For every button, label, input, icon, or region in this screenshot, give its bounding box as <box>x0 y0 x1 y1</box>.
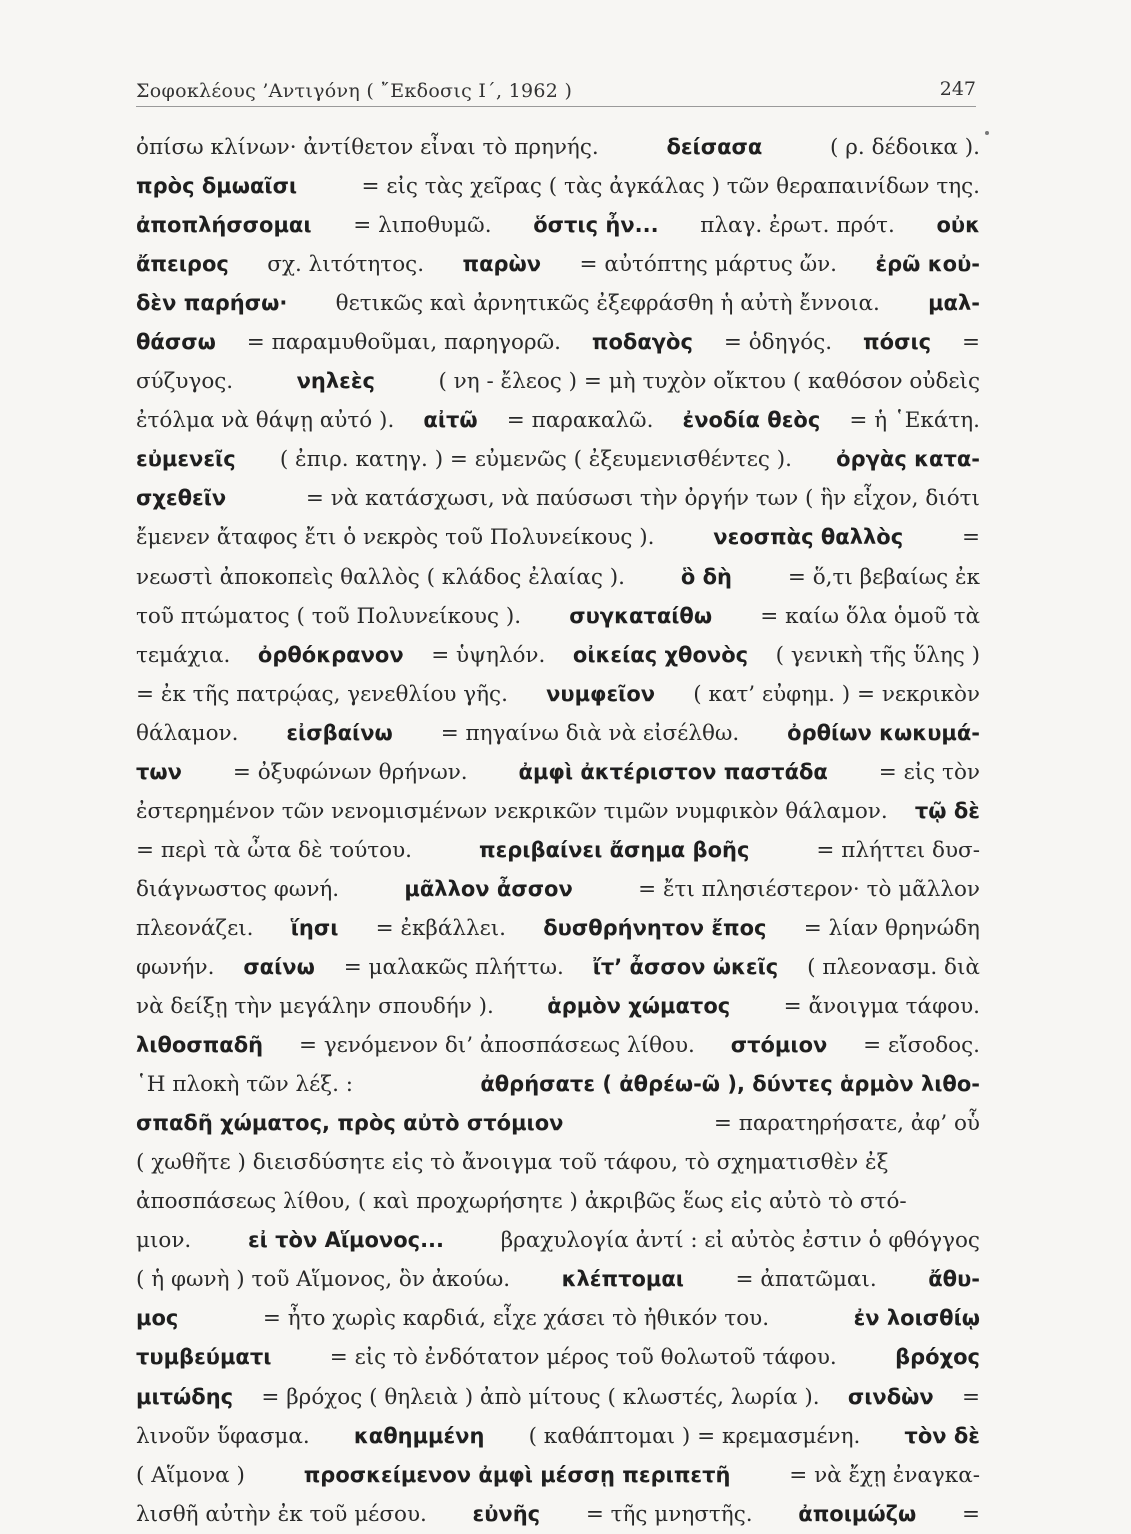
gloss-text: = ὑψηλόν. <box>431 642 546 668</box>
gloss-text: ἐτόλμα νὰ θάψῃ αὐτό ). <box>136 408 395 434</box>
text-line <box>136 675 980 714</box>
text-line <box>136 714 980 753</box>
gloss-text: = ὅ,τι βεβαίως ἐκ <box>787 564 980 590</box>
headword: δὲν παρήσω· <box>136 291 288 316</box>
headword: μαλ- <box>928 291 980 316</box>
text-line <box>136 479 980 518</box>
gloss-text: ἀποσπάσεως λίθου, ( καὶ προχωρήσητε ) ἀκριβῶς ἕως εἰς αὐτὸ τὸ στό- <box>136 1189 907 1215</box>
headword: τυμβεύματι <box>136 1345 272 1370</box>
text-line <box>136 1104 980 1143</box>
gloss-text: = γενόμενον δι’ ἀποσπάσεως λίθου. <box>298 1033 695 1059</box>
headword: θάσσω <box>136 330 216 355</box>
gloss-text: = ὀξυφώνων θρήνων. <box>232 759 468 785</box>
headword: περιβαίνει ἄσημα βοῆς <box>478 837 750 862</box>
headword: δείσασα <box>666 135 763 159</box>
headword: εὐνῆς <box>472 1501 541 1526</box>
gloss-text: ( κατ’ εὐφημ. ) = νεκρικὸν <box>693 681 980 707</box>
text-line <box>136 1299 980 1338</box>
headword: λιθοσπαδῆ <box>136 1033 264 1058</box>
headword: αἰτῶ <box>423 408 478 433</box>
headword: κλέπτομαι <box>561 1267 684 1292</box>
gloss-text: = ἦτο χωρὶς καρδιά, εἶχε χάσει τὸ ἠθικόν του. <box>262 1306 770 1332</box>
gloss-text: = παρατηρήσατε, ἀφ’ οὗ <box>713 1111 980 1137</box>
headword: ἁρμὸν χώματος <box>547 994 731 1019</box>
gloss-text: = εἰς τὸν <box>878 759 980 785</box>
gloss-text: βραχυλογία ἀντί : εἰ αὐτὸς ἐστιν ὁ φθόγγος <box>500 1228 980 1254</box>
text-line <box>136 1065 980 1104</box>
text-line <box>136 245 980 284</box>
headword: ὃ δὴ <box>680 564 732 589</box>
headword: ὀργὰς κατα- <box>836 447 980 472</box>
text-line <box>136 1221 980 1260</box>
text-line <box>136 362 980 401</box>
gloss-text: ( ἐπιρ. κατηγ. ) = εὐμενῶς ( ἐξευμενισθέντες ). <box>279 447 792 473</box>
headword: μᾶλλον ἆσσον <box>404 876 573 901</box>
headword: συγκαταίθω <box>569 603 713 628</box>
gloss-text: = αὐτόπτης μάρτυς ὤν. <box>579 252 838 278</box>
text-line <box>136 753 980 792</box>
gloss-text: σχ. λιτότητος. <box>267 252 425 278</box>
gloss-text: ( γενικὴ τῆς ὕλης ) <box>775 642 980 668</box>
headword: σαίνω <box>243 954 315 979</box>
gloss-text: τοῦ πτώματος ( τοῦ Πολυνείκους ). <box>136 603 522 629</box>
headword: ἀποπλήσσομαι <box>136 213 312 238</box>
gloss-text: = εἰς τὸ ἐνδότατον μέρος τοῦ θολωτοῦ τάφου. <box>329 1345 837 1371</box>
gloss-text: = ἐκ τῆς πατρῴας, γενεθλίου γῆς. <box>136 681 508 707</box>
headword: τῷ δὲ <box>914 798 980 823</box>
text-line <box>136 1182 980 1221</box>
text-line <box>136 558 980 597</box>
headword: προσκείμενον ἀμφὶ μέσσῃ περιπετῆ <box>303 1462 731 1487</box>
text-line <box>136 1026 980 1065</box>
gloss-text: = μαλακῶς πλήττω. <box>343 954 564 980</box>
gloss-text: = ἄνοιγμα τάφου. <box>783 994 980 1020</box>
text-line <box>136 1143 980 1182</box>
gloss-text: τεμάχια. <box>136 642 231 668</box>
headword: ἀποιμώζω <box>798 1501 917 1526</box>
text-line <box>136 792 980 831</box>
gloss-text: ( ρ. δέδοικα ). <box>830 135 980 160</box>
headword: νεοσπὰς θαλλὸς <box>713 525 904 550</box>
headword: καθημμένη <box>353 1423 485 1448</box>
headword: ἄπειρος <box>136 252 229 277</box>
gloss-text: = ἀπατῶμαι. <box>735 1267 877 1293</box>
headword: ὀρθόκρανον <box>257 642 404 667</box>
gloss-text: = παρακαλῶ. <box>506 408 654 434</box>
headword: τὸν δὲ <box>904 1423 980 1448</box>
gloss-text: = ἐκβάλλει. <box>375 915 507 941</box>
text-line <box>136 518 980 557</box>
headword: ἀμφὶ ἀκτέριστον παστάδα <box>518 759 828 784</box>
text-line <box>136 1495 980 1534</box>
text-line <box>136 1378 980 1417</box>
gloss-text: ( Αἵμονα ) <box>136 1462 245 1488</box>
running-title: Σοφοκλέους ’Αντιγόνη ( ῎Εκδοσις Ι΄, 1962 ) <box>136 80 573 102</box>
headword: σπαδῆ χώματος, πρὸς αὐτὸ στόμιον <box>136 1111 564 1136</box>
gloss-text: πλεονάζει. <box>136 915 254 941</box>
headword: των <box>136 759 182 784</box>
headword: νυμφεῖον <box>546 681 656 706</box>
gloss-text: ( πλεονασμ. διὰ <box>807 954 980 980</box>
headword: ἐνοδία θεὸς <box>682 408 821 433</box>
headword: ποδαγὸς <box>591 330 693 355</box>
gloss-text: νὰ δείξῃ τὴν μεγάλην σπουδήν ). <box>136 994 494 1020</box>
gloss-text: = εἴσοδος. <box>863 1033 980 1059</box>
headword: ἄθυ- <box>928 1267 980 1292</box>
headword: εἰ τὸν Αἵμονος... <box>247 1228 445 1253</box>
gloss-text: = <box>961 1501 980 1527</box>
gloss-text: = βρόχος ( θηλειὰ ) ἀπὸ μίτους ( κλωστές, λωρία ). <box>261 1384 820 1410</box>
gloss-text: ( νη - ἔλεος ) = μὴ τυχὸν οἴκτου ( καθόσον οὐδεὶς <box>438 369 980 395</box>
gloss-text: ἔμενεν ἄταφος ἔτι ὁ νεκρὸς τοῦ Πολυνείκους ). <box>136 525 655 551</box>
gloss-text: = <box>961 330 980 356</box>
gloss-text: = λιποθυμῶ. <box>353 213 492 239</box>
headword: ἐν λοισθίῳ <box>853 1306 980 1331</box>
text-line <box>136 870 980 909</box>
gloss-text: = παραμυθοῦμαι, παρηγορῶ. <box>246 330 561 356</box>
text-line <box>136 1456 980 1495</box>
gloss-text: λινοῦν ὕφασμα. <box>136 1423 310 1449</box>
gloss-text: νεωστὶ ἀποκοπεὶς θαλλὸς ( κλάδος ἐλαίας ). <box>136 564 625 590</box>
gloss-text: = ἔτι πλησιέστερον· τὸ μᾶλλον <box>638 876 980 902</box>
gloss-text: ( ἡ φωνὴ ) τοῦ Αἵμονος, ὃν ἀκούω. <box>136 1267 511 1293</box>
text-line <box>136 831 980 870</box>
gloss-text: = ἡ ῾Εκάτη. <box>849 408 980 434</box>
headword: ὅστις ἦν... <box>533 213 659 238</box>
gloss-text: ῾Η πλοκὴ τῶν λέξ. : <box>136 1072 354 1098</box>
headword: νηλεὲς <box>296 369 375 394</box>
gloss-text: = πλήττει δυσ- <box>816 837 980 863</box>
margin-mark <box>985 131 989 135</box>
text-line <box>136 1338 980 1377</box>
text-line <box>136 323 980 362</box>
text-line <box>136 987 980 1026</box>
gloss-text: ( χωθῆτε ) διεισδύσητε εἰς τὸ ἄνοιγμα τοῦ τάφου, τὸ σχηματισθὲν ἐξ <box>136 1150 889 1176</box>
gloss-text: φωνήν. <box>136 954 215 980</box>
page-header <box>136 72 976 107</box>
headword: μος <box>136 1306 179 1331</box>
gloss-text: = νὰ ἔχῃ ἐναγκα- <box>789 1462 980 1488</box>
headword: σχεθεῖν <box>136 486 227 511</box>
gloss-text: θάλαμον. <box>136 720 239 746</box>
gloss-text: ἐστερημένον τῶν νενομισμένων νεκρικῶν τιμῶν νυμφικὸν θάλαμον. <box>136 798 888 824</box>
headword: εὐμενεῖς <box>136 447 236 472</box>
headword: εἰσβαίνω <box>286 720 393 745</box>
gloss-text: πλαγ. ἐρωτ. πρότ. <box>700 213 895 239</box>
text-line <box>136 948 980 987</box>
text-line <box>136 909 980 948</box>
headword: οἰκείας χθονὸς <box>572 642 749 667</box>
text-line <box>136 1260 980 1299</box>
headword: παρὼν <box>462 252 542 277</box>
gloss-text: = καίω ὅλα ὁμοῦ τὰ <box>760 603 980 629</box>
text-line <box>136 636 980 675</box>
gloss-text: σύζυγος. <box>136 369 234 395</box>
text-line <box>136 401 980 440</box>
text-line <box>136 597 980 636</box>
headword: δυσθρήνητον ἔπος <box>543 915 767 940</box>
gloss-text: ( καθάπτομαι ) = κρεμασμένη. <box>528 1423 861 1449</box>
gloss-text: = πηγαίνω διὰ νὰ εἰσέλθω. <box>440 720 740 746</box>
gloss-text: = <box>961 525 980 551</box>
gloss-text: = τῆς μνηστῆς. <box>585 1501 753 1527</box>
gloss-text: = λίαν θρηνώδη <box>803 915 980 941</box>
text-line <box>136 167 980 206</box>
headword: ἴτ’ ἆσσον ὠκεῖς <box>592 954 779 979</box>
gloss-text: λισθῆ αὐτὴν ἐκ τοῦ μέσου. <box>136 1501 427 1527</box>
gloss-text: = νὰ κατάσχωσι, νὰ παύσωσι τὴν ὀργήν των ( ἣν εἶχον, διότι <box>305 486 980 512</box>
gloss-text: = <box>961 1384 980 1410</box>
headword: ἵησι <box>290 915 339 940</box>
gloss-text: μιον. <box>136 1228 192 1254</box>
page-number: 247 <box>939 78 976 100</box>
headword: ὀρθίων κωκυμά- <box>787 720 980 745</box>
headword: στόμιον <box>730 1033 828 1058</box>
headword: πόσις <box>863 330 932 355</box>
text-line <box>136 206 980 245</box>
gloss-text: = περὶ τὰ ὦτα δὲ τούτου. <box>136 837 413 863</box>
headword: οὐκ <box>936 213 980 238</box>
text-line <box>136 1417 980 1456</box>
text-line <box>136 128 980 167</box>
headword: ἀθρήσατε ( ἀθρέω-ῶ ), δύντες ἁρμὸν λιθο- <box>480 1072 980 1097</box>
gloss-text: θετικῶς καὶ ἀρνητικῶς ἐξεφράσθη ἡ αὐτὴ ἔννοια. <box>335 291 880 317</box>
gloss-text: ὀπίσω κλίνων· ἀντίθετον εἶναι τὸ πρηνής. <box>136 135 599 160</box>
gloss-text: διάγνωστος φωνή. <box>136 876 340 902</box>
gloss-text: = εἰς τὰς χεῖρας ( τὰς ἀγκάλας ) τῶν θεραπαινίδων της. <box>361 174 980 200</box>
text-line <box>136 440 980 479</box>
headword: πρὸς δμωαῖσι <box>136 174 298 199</box>
headword: σινδὼν <box>847 1384 934 1409</box>
headword: βρόχος <box>895 1345 980 1370</box>
glossary-text <box>136 128 980 1534</box>
headword: ἐρῶ κοὐ- <box>875 252 980 277</box>
gloss-text: = ὁδηγός. <box>723 330 833 356</box>
text-line <box>136 284 980 323</box>
headword: μιτώδης <box>136 1384 234 1409</box>
